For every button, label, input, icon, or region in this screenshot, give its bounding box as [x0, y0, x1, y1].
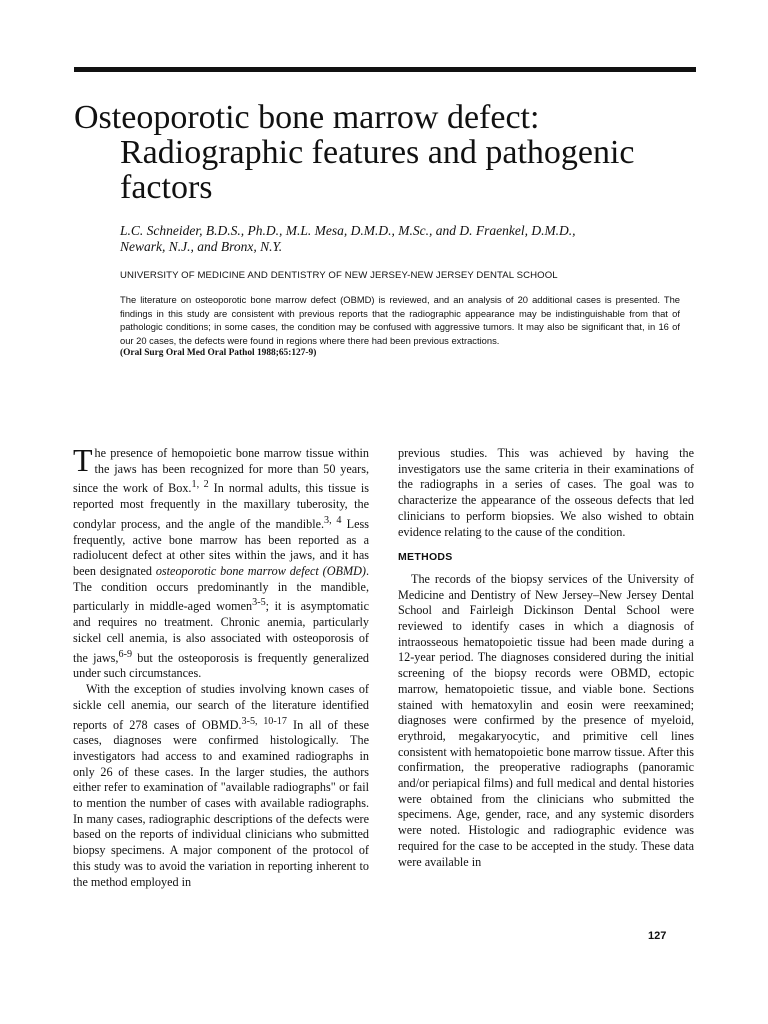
methods-paragraph: The records of the biopsy services of the University of Medicine and Dentistry of New Jersey–New Jersey Dental School and Fairleigh Dickinson Dental School were reviewed to identify cases in which a diagnosis of intraosseous hematopoietic tissue had been made during a 12-year period. The diagnoses considered during the initial screening of the biopsy records were OBMD, ectopic marrow, hematopoietic tissue, and viable bone. Sections stained with hematoxylin and eosin were reexamined; diagnoses were confirmed by the presence of myeloid, erythroid, megakaryocytic, and primitive cell lines consistent with hematopoietic bone marrow tissue. After this confirmation, the preoperative radiographs (panoramic and/or periapical films) and full medical and dental histories were obtained from the clinicians who submitted the specimens. Age, gender, race, and any systemic disorders were noted. Histologic and radiographic evidence was required for the case to be accepted in the study. These data were available in — [398, 571, 694, 869]
intro-paragraph — [73, 442, 370, 682]
section-heading-methods: METHODS — [398, 551, 453, 564]
reference-superscript: 6-9 — [118, 648, 133, 660]
page-number: 127 — [648, 930, 667, 942]
title-line-1: Osteoporotic bone marrow defect: — [74, 99, 540, 136]
text-run: but the osteoporosis is frequently generalized under such circumstances. — [73, 650, 369, 681]
body-column-right — [398, 446, 694, 870]
text-run: he presence of hemopoietic bone marrow tissue within the jaws has been recognized for more than 50 years, since the work of Box. — [73, 446, 369, 496]
text-run: Less frequently, active bone marrow has been reported as a radiolucent defect at other sites within the jaws, and it has been designated — [73, 516, 370, 579]
abstract-text: The literature on osteoporotic bone marrow defect (OBMD) is reviewed, and an analysis of 20 additional cases is presented. The findings in this study are consistent with previous reports that the radiographic appearance may be indistinguishable from that of pathologic conditions; in some cases, the condition may be confused with aggressive tumors. It may also be significant that, in 16 of our 20 cases, the defects were found in regions where there had been previous extractions. — [120, 294, 680, 346]
text-run: In all of these cases, diagnoses were confirmed histologically. The investigators had access to and examined radiographs in only 26 of these cases. In the larger studies, the authors either refer to examination of "available radiographs" or fail to mention the number of cases with available radiographs. In many cases, radiographic descriptions of the defects were based on the reports of individual clinicians who submitted biopsy specimens. A major component of the protocol of this study was to avoid the variation in reporting inherent to the method employed in — [73, 717, 370, 889]
reference-superscript: 3, 4 — [324, 514, 342, 526]
title-line-3: factors — [120, 169, 213, 206]
continued-paragraph: previous studies. This was achieved by having the investigators use the same criteria in their examinations of the radiographs in a series of cases. The goal was to characterize the appearance of the osseous defects that led clinicians to perform biopsies. We also wished to obtain evidence relating to the cause of the condition. — [398, 446, 694, 539]
drop-cap: T — [73, 442, 93, 478]
text-run: ; it is asymptomatic and requires no treatment. Chronic anemia, particularly sickel cell anemia, is also associated with osteoporosis of the jaws, — [73, 599, 369, 665]
body-column-left — [73, 442, 370, 890]
reference-superscript: 1, 2 — [191, 479, 209, 491]
literature-paragraph — [73, 682, 369, 890]
article-title — [74, 100, 696, 205]
reference-superscript: 3-5, 10-17 — [241, 715, 287, 727]
authors-line-2: Newark, N.J., and Bronx, N.Y. — [120, 239, 283, 254]
reference-superscript: 3-5 — [252, 597, 266, 609]
abstract — [120, 293, 680, 361]
top-rule — [74, 67, 696, 72]
authors-line-1: L.C. Schneider, B.D.S., Ph.D., M.L. Mesa, D.M.D., M.Sc., and D. Fraenkel, D.M.D., — [120, 223, 576, 238]
text-run: . The condition occurs predominantly in the mandible, particularly in middle-aged women — [73, 564, 370, 614]
title-line-2: Radiographic features and pathogenic — [120, 134, 635, 171]
term-obmd: osteoporotic bone marrow defect (OBMD) — [155, 564, 366, 579]
journal-citation: (Oral Surg Oral Med Oral Pathol 1988;65:127-9) — [120, 348, 317, 359]
affiliation: UNIVERSITY OF MEDICINE AND DENTISTRY OF NEW JERSEY-NEW JERSEY DENTAL SCHOOL — [120, 270, 558, 281]
text-run: With the exception of studies involving known cases of sickle cell anemia, our search of the literature identified reports of 278 cases of OBMD. — [73, 682, 369, 732]
text-run: In normal adults, this tissue is reported most frequently in the maxillary tuberosity, the condylar process, and the angle of the mandible. — [73, 481, 369, 531]
author-list — [120, 223, 680, 255]
